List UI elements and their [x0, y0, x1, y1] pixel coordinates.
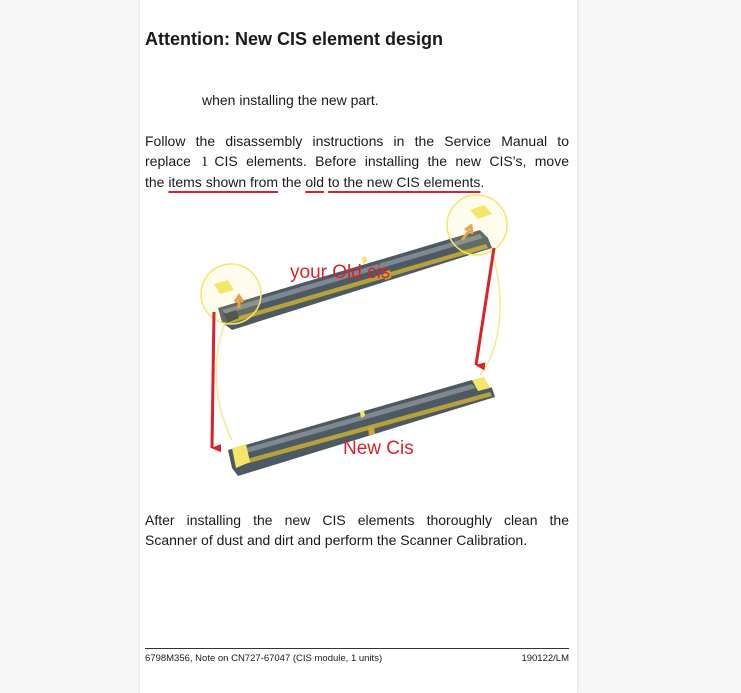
instructions-period: .	[480, 174, 485, 190]
cis-figure	[140, 190, 577, 490]
footer-divider	[145, 648, 569, 649]
instructions-word: the	[145, 174, 165, 190]
cleaning-paragraph	[145, 510, 569, 550]
cleaning-line-2: Scanner of dust and dirt and perform the Scanner Calibration.	[145, 532, 528, 548]
document-page	[140, 0, 577, 693]
footer-reference: 6798M356, Note on CN727-67047 (CIS module, 1 units)	[145, 653, 383, 664]
new-cis-label: New Cis	[343, 438, 414, 459]
cis-count: 1	[200, 154, 209, 170]
old-cis-label: your Old cis	[290, 262, 391, 283]
instructions-line-1: Follow the disassembly instructions in the Service Manual to	[145, 133, 569, 149]
intro-line: when installing the new part.	[202, 92, 379, 108]
underlined-to-new-cis: to the new CIS elements	[327, 174, 481, 190]
underlined-old: old	[305, 174, 324, 190]
red-arrow-left	[212, 312, 214, 448]
footer-code: 190122/LM	[521, 653, 569, 664]
page-title: Attention: New CIS element design	[145, 29, 444, 49]
instructions-text: CIS elements. Before installing the new CIS’s, move	[214, 153, 569, 169]
instructions-line-3	[145, 172, 569, 192]
red-arrow-right	[476, 248, 494, 365]
new-cis-module	[228, 377, 495, 476]
highlight-circle-left	[201, 264, 261, 324]
highlight-circle-right	[447, 195, 507, 255]
instructions-paragraph	[145, 131, 569, 192]
underlined-items-shown-from: items shown from	[168, 174, 279, 190]
cleaning-line-1: After installing the new CIS elements thoroughly clean the	[145, 512, 569, 528]
instructions-word: the	[281, 174, 302, 190]
instructions-line-2	[145, 151, 569, 172]
instructions-word: replace	[145, 153, 191, 169]
